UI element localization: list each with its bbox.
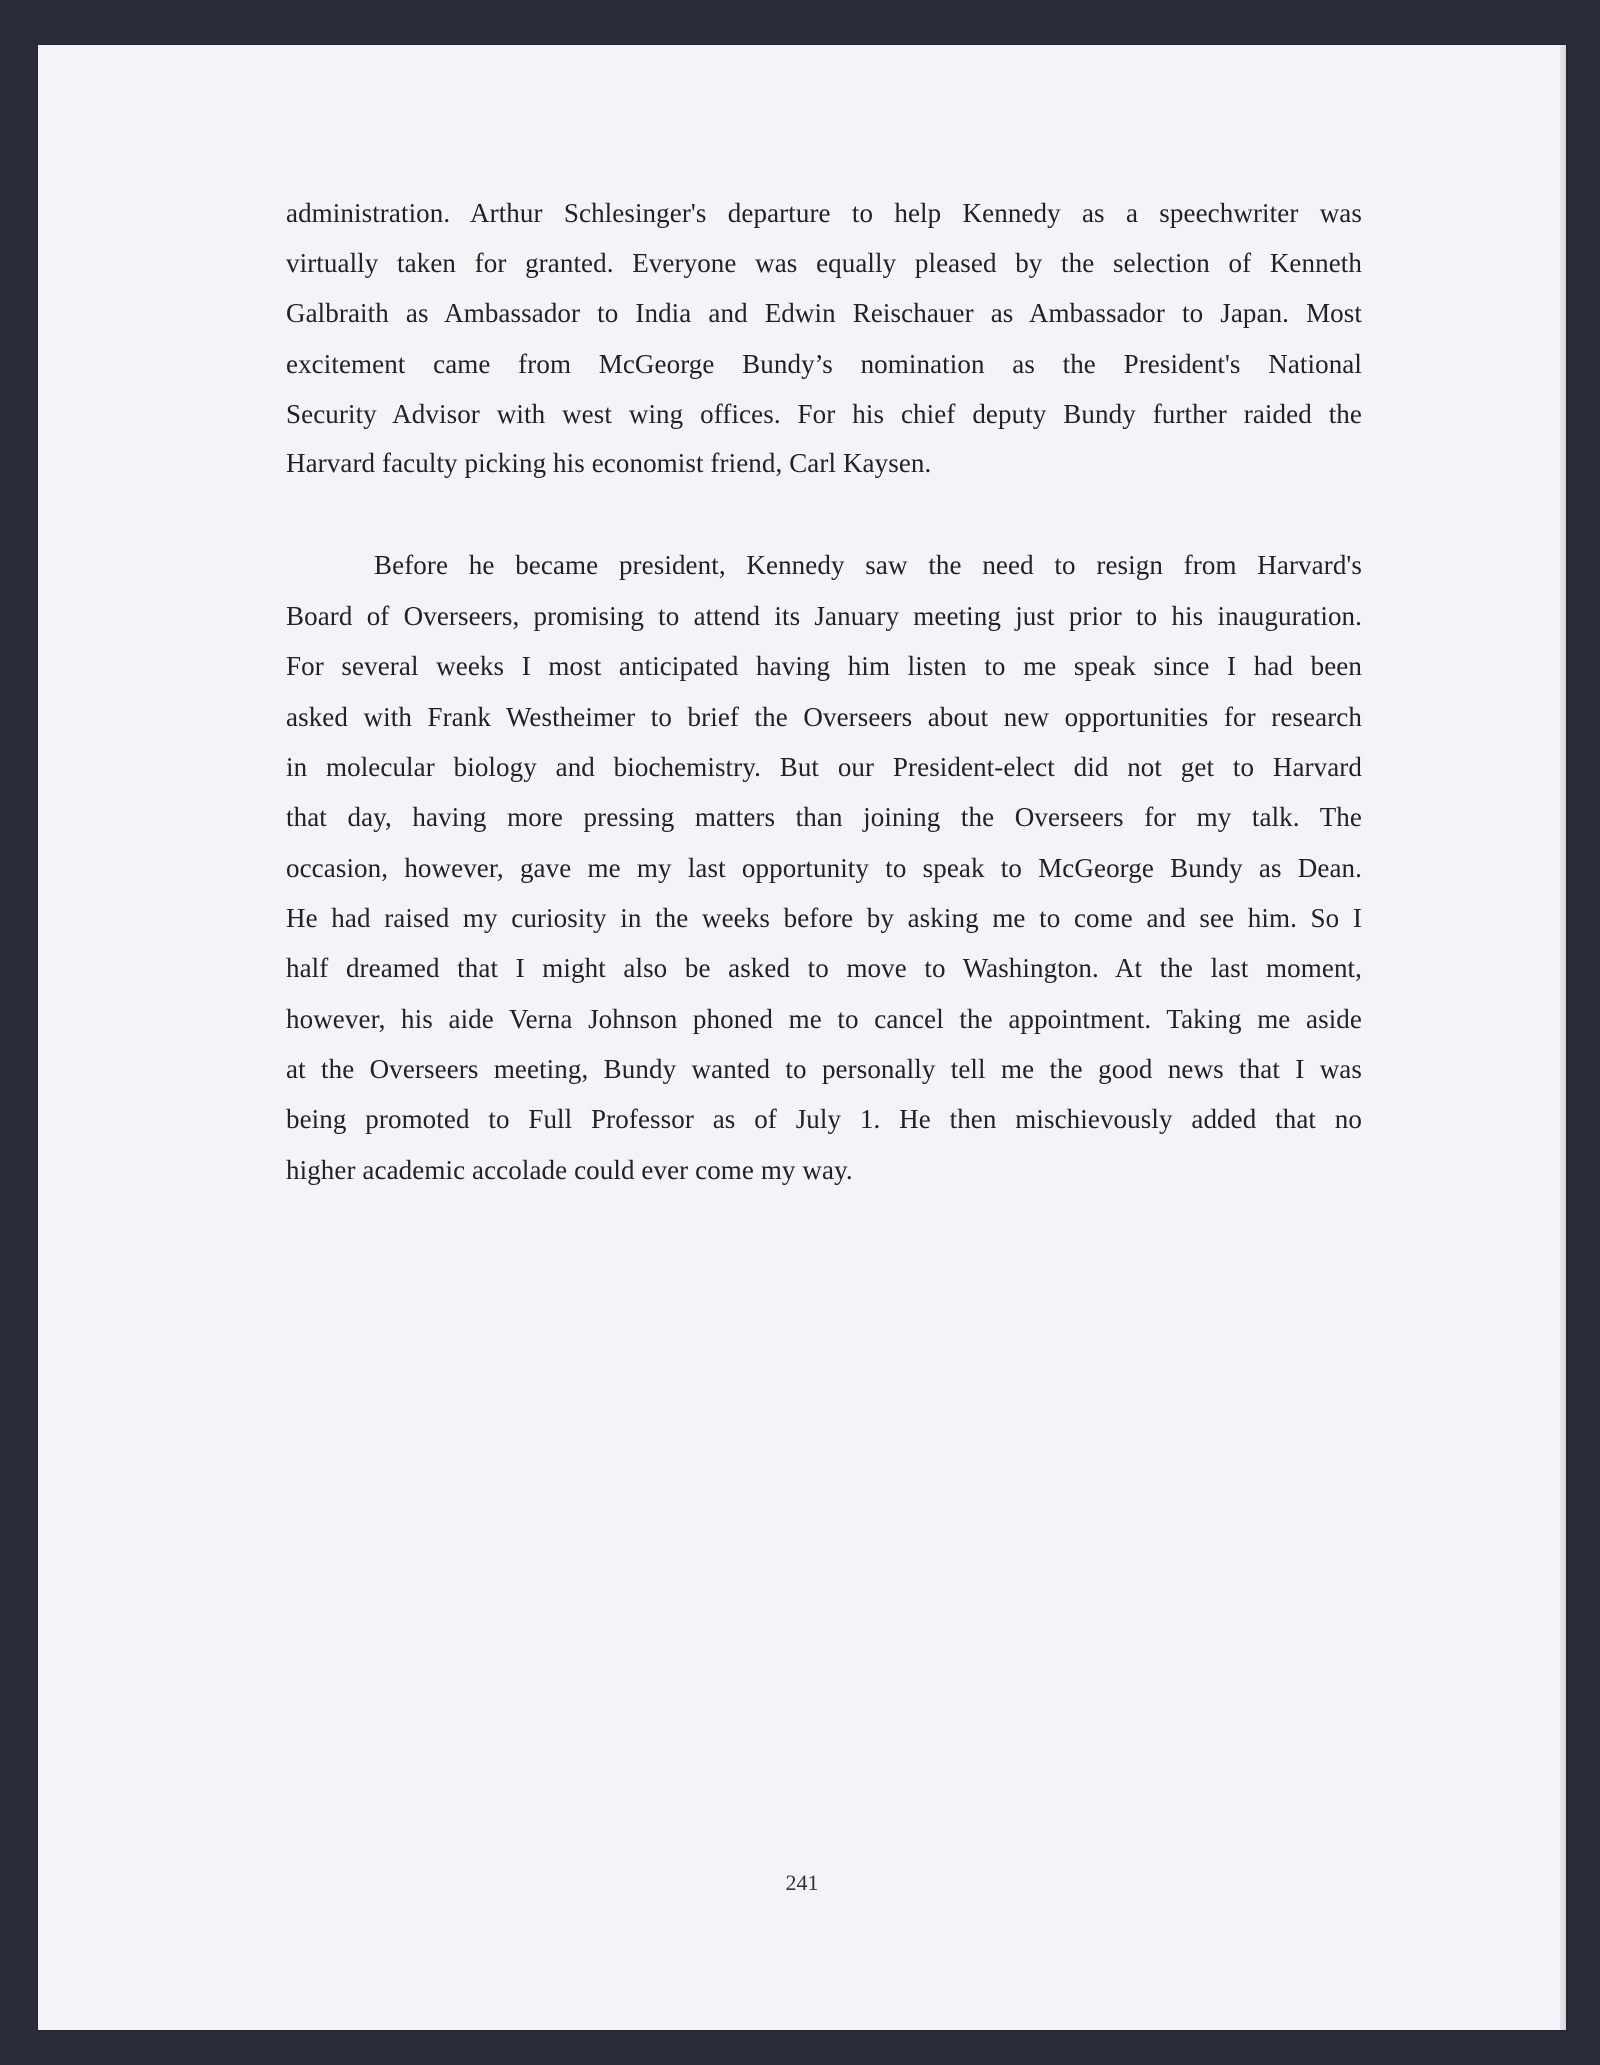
paragraph-2-line-11: at the Overseers meeting, Bundy wanted to personally tell me the good news that I was [286, 1054, 1362, 1084]
page-edge [1560, 45, 1566, 2030]
paragraph-2-line-5: in molecular biology and biochemistry. But our President-elect did not get to Harvard [286, 752, 1362, 782]
paragraph-2-line-2: Board of Overseers, promising to attend its January meeting just prior to his inauguration. [286, 601, 1362, 631]
paragraph-2-line-6: that day, having more pressing matters than joining the Overseers for my talk. The [286, 802, 1362, 832]
paragraph-2-line-13: higher academic accolade could ever come my way. [286, 1155, 853, 1185]
paragraph-1-line-4: excitement came from McGeorge Bundy’s nomination as the President's National [286, 349, 1362, 379]
paragraph-1-line-6: Harvard faculty picking his economist friend, Carl Kaysen. [286, 448, 932, 478]
paragraph-2-line-7: occasion, however, gave me my last opportunity to speak to McGeorge Bundy as Dean. [286, 853, 1362, 883]
paragraph-2-line-12: being promoted to Full Professor as of July 1. He then mischievously added that no [286, 1104, 1362, 1134]
document-page [38, 45, 1566, 2030]
paragraph-2-line-10: however, his aide Verna Johnson phoned me to cancel the appointment. Taking me aside [286, 1004, 1362, 1034]
paragraph-1-line-1: administration. Arthur Schlesinger's departure to help Kennedy as a speechwriter was [286, 198, 1362, 228]
page-number: 241 [785, 1870, 819, 1895]
paragraph-2-line-1: Before he became president, Kennedy saw the need to resign from Harvard's [374, 550, 1362, 580]
paragraph-2-line-3: For several weeks I most anticipated having him listen to me speak since I had been [286, 651, 1362, 681]
paragraph-1-line-3: Galbraith as Ambassador to India and Edwin Reischauer as Ambassador to Japan. Most [286, 298, 1362, 328]
paragraph-2-line-4: asked with Frank Westheimer to brief the Overseers about new opportunities for research [286, 702, 1362, 732]
paragraph-2-line-9: half dreamed that I might also be asked to move to Washington. At the last moment, [286, 953, 1362, 983]
paragraph-2-line-8: He had raised my curiosity in the weeks before by asking me to come and see him. So I [286, 903, 1362, 933]
paragraph-1-line-5: Security Advisor with west wing offices. For his chief deputy Bundy further raided the [286, 399, 1362, 429]
paragraph-1-line-2: virtually taken for granted. Everyone was equally pleased by the selection of Kenneth [286, 248, 1362, 278]
